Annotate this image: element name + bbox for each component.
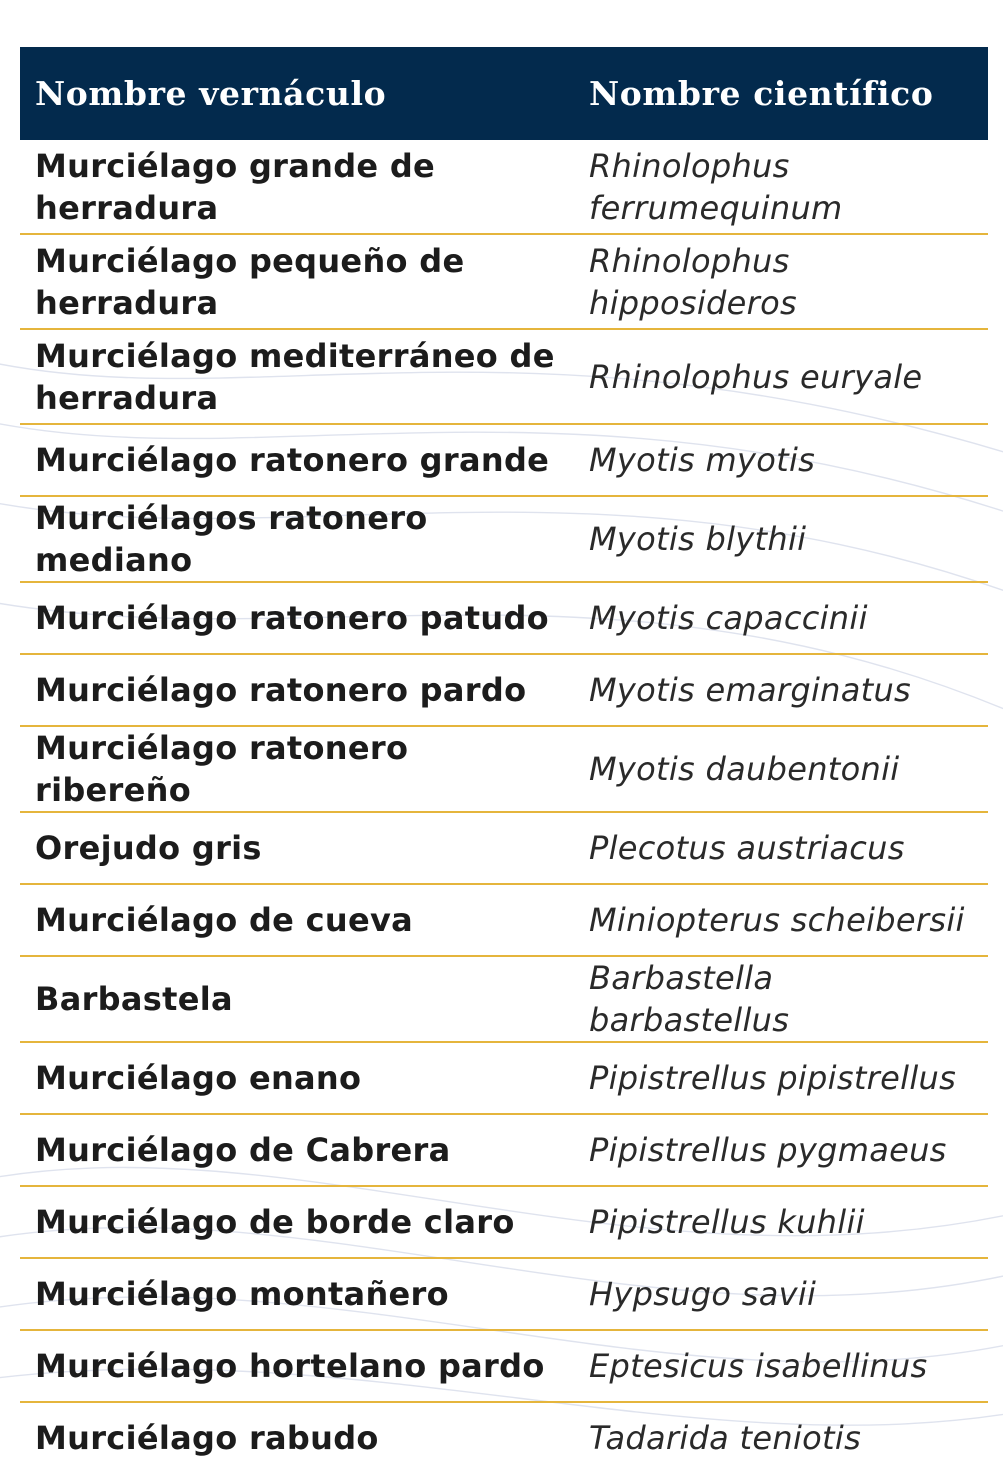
table-row <box>20 1186 988 1258</box>
common-name-cell: Murciélago de cueva <box>20 884 574 956</box>
common-name-cell: Murciélago hortelano pardo <box>20 1330 574 1402</box>
table-row <box>20 496 988 582</box>
common-name-cell: Orejudo gris <box>20 812 574 884</box>
common-name-cell: Murciélago de borde claro <box>20 1186 574 1258</box>
common-name-cell: Murciélago ratonero patudo <box>20 582 574 654</box>
table-row <box>20 812 988 884</box>
scientific-name-cell: Myotis myotis <box>574 424 988 496</box>
scientific-name-cell: Eptesicus isabellinus <box>574 1330 988 1402</box>
bat-species-table <box>20 47 988 1473</box>
common-name-cell: Barbastela <box>20 956 574 1042</box>
scientific-name-cell: Rhinolophus hipposideros <box>574 234 988 329</box>
table-row <box>20 884 988 956</box>
common-name-cell: Murciélago montañero <box>20 1258 574 1330</box>
scientific-name-cell: Pipistrellus pygmaeus <box>574 1114 988 1186</box>
table-header-row <box>20 47 988 140</box>
common-name-cell: Murciélago grande de herradura <box>20 140 574 234</box>
scientific-name-cell: Rhinolophus euryale <box>574 329 988 424</box>
table-row <box>20 140 988 234</box>
scientific-name-cell: Miniopterus scheibersii <box>574 884 988 956</box>
header-scientific-name: Nombre científico <box>574 47 988 140</box>
common-name-cell: Murciélago ratonero pardo <box>20 654 574 726</box>
table-row <box>20 1402 988 1473</box>
common-name-cell: Murciélago pequeño de herradura <box>20 234 574 329</box>
scientific-name-cell: Myotis emarginatus <box>574 654 988 726</box>
common-name-cell: Murciélago mediterráneo de herradura <box>20 329 574 424</box>
common-name-cell: Murciélago rabudo <box>35 1419 379 1457</box>
common-name-cell: Murciélago ratonero grande <box>20 424 574 496</box>
scientific-name-cell: Rhinolophus ferrumequinum <box>574 140 988 234</box>
common-name-cell: Murciélago ratonero ribereño <box>20 726 574 812</box>
table-row <box>20 726 988 812</box>
table-row <box>20 1330 988 1402</box>
common-name-cell: Murciélago de Cabrera <box>20 1114 574 1186</box>
scientific-name-cell: Hypsugo savii <box>574 1258 988 1330</box>
top-margin <box>0 0 1003 47</box>
common-name-cell: Murciélagos ratonero mediano <box>20 496 574 582</box>
scientific-name-cell: Myotis daubentonii <box>574 726 988 812</box>
table-row <box>20 582 988 654</box>
scientific-name-cell: Pipistrellus pipistrellus <box>574 1042 988 1114</box>
table-row <box>20 424 988 496</box>
scientific-name-cell: Pipistrellus kuhlii <box>574 1186 988 1258</box>
header-common-name: Nombre vernáculo <box>20 47 574 140</box>
table-row <box>20 654 988 726</box>
scientific-name-cell: Tadarida teniotis <box>589 1419 862 1457</box>
scientific-name-cell: Plecotus austriacus <box>574 812 988 884</box>
table-row <box>20 956 988 1042</box>
scientific-name-cell: Myotis capaccinii <box>574 582 988 654</box>
table-row <box>20 234 988 329</box>
table-row <box>20 1114 988 1186</box>
scientific-name-cell: Barbastella barbastellus <box>574 956 988 1042</box>
table-row <box>20 329 988 424</box>
common-name-cell: Murciélago enano <box>20 1042 574 1114</box>
table-row <box>20 1042 988 1114</box>
scientific-name-cell: Myotis blythii <box>574 496 988 582</box>
table-row <box>20 1258 988 1330</box>
